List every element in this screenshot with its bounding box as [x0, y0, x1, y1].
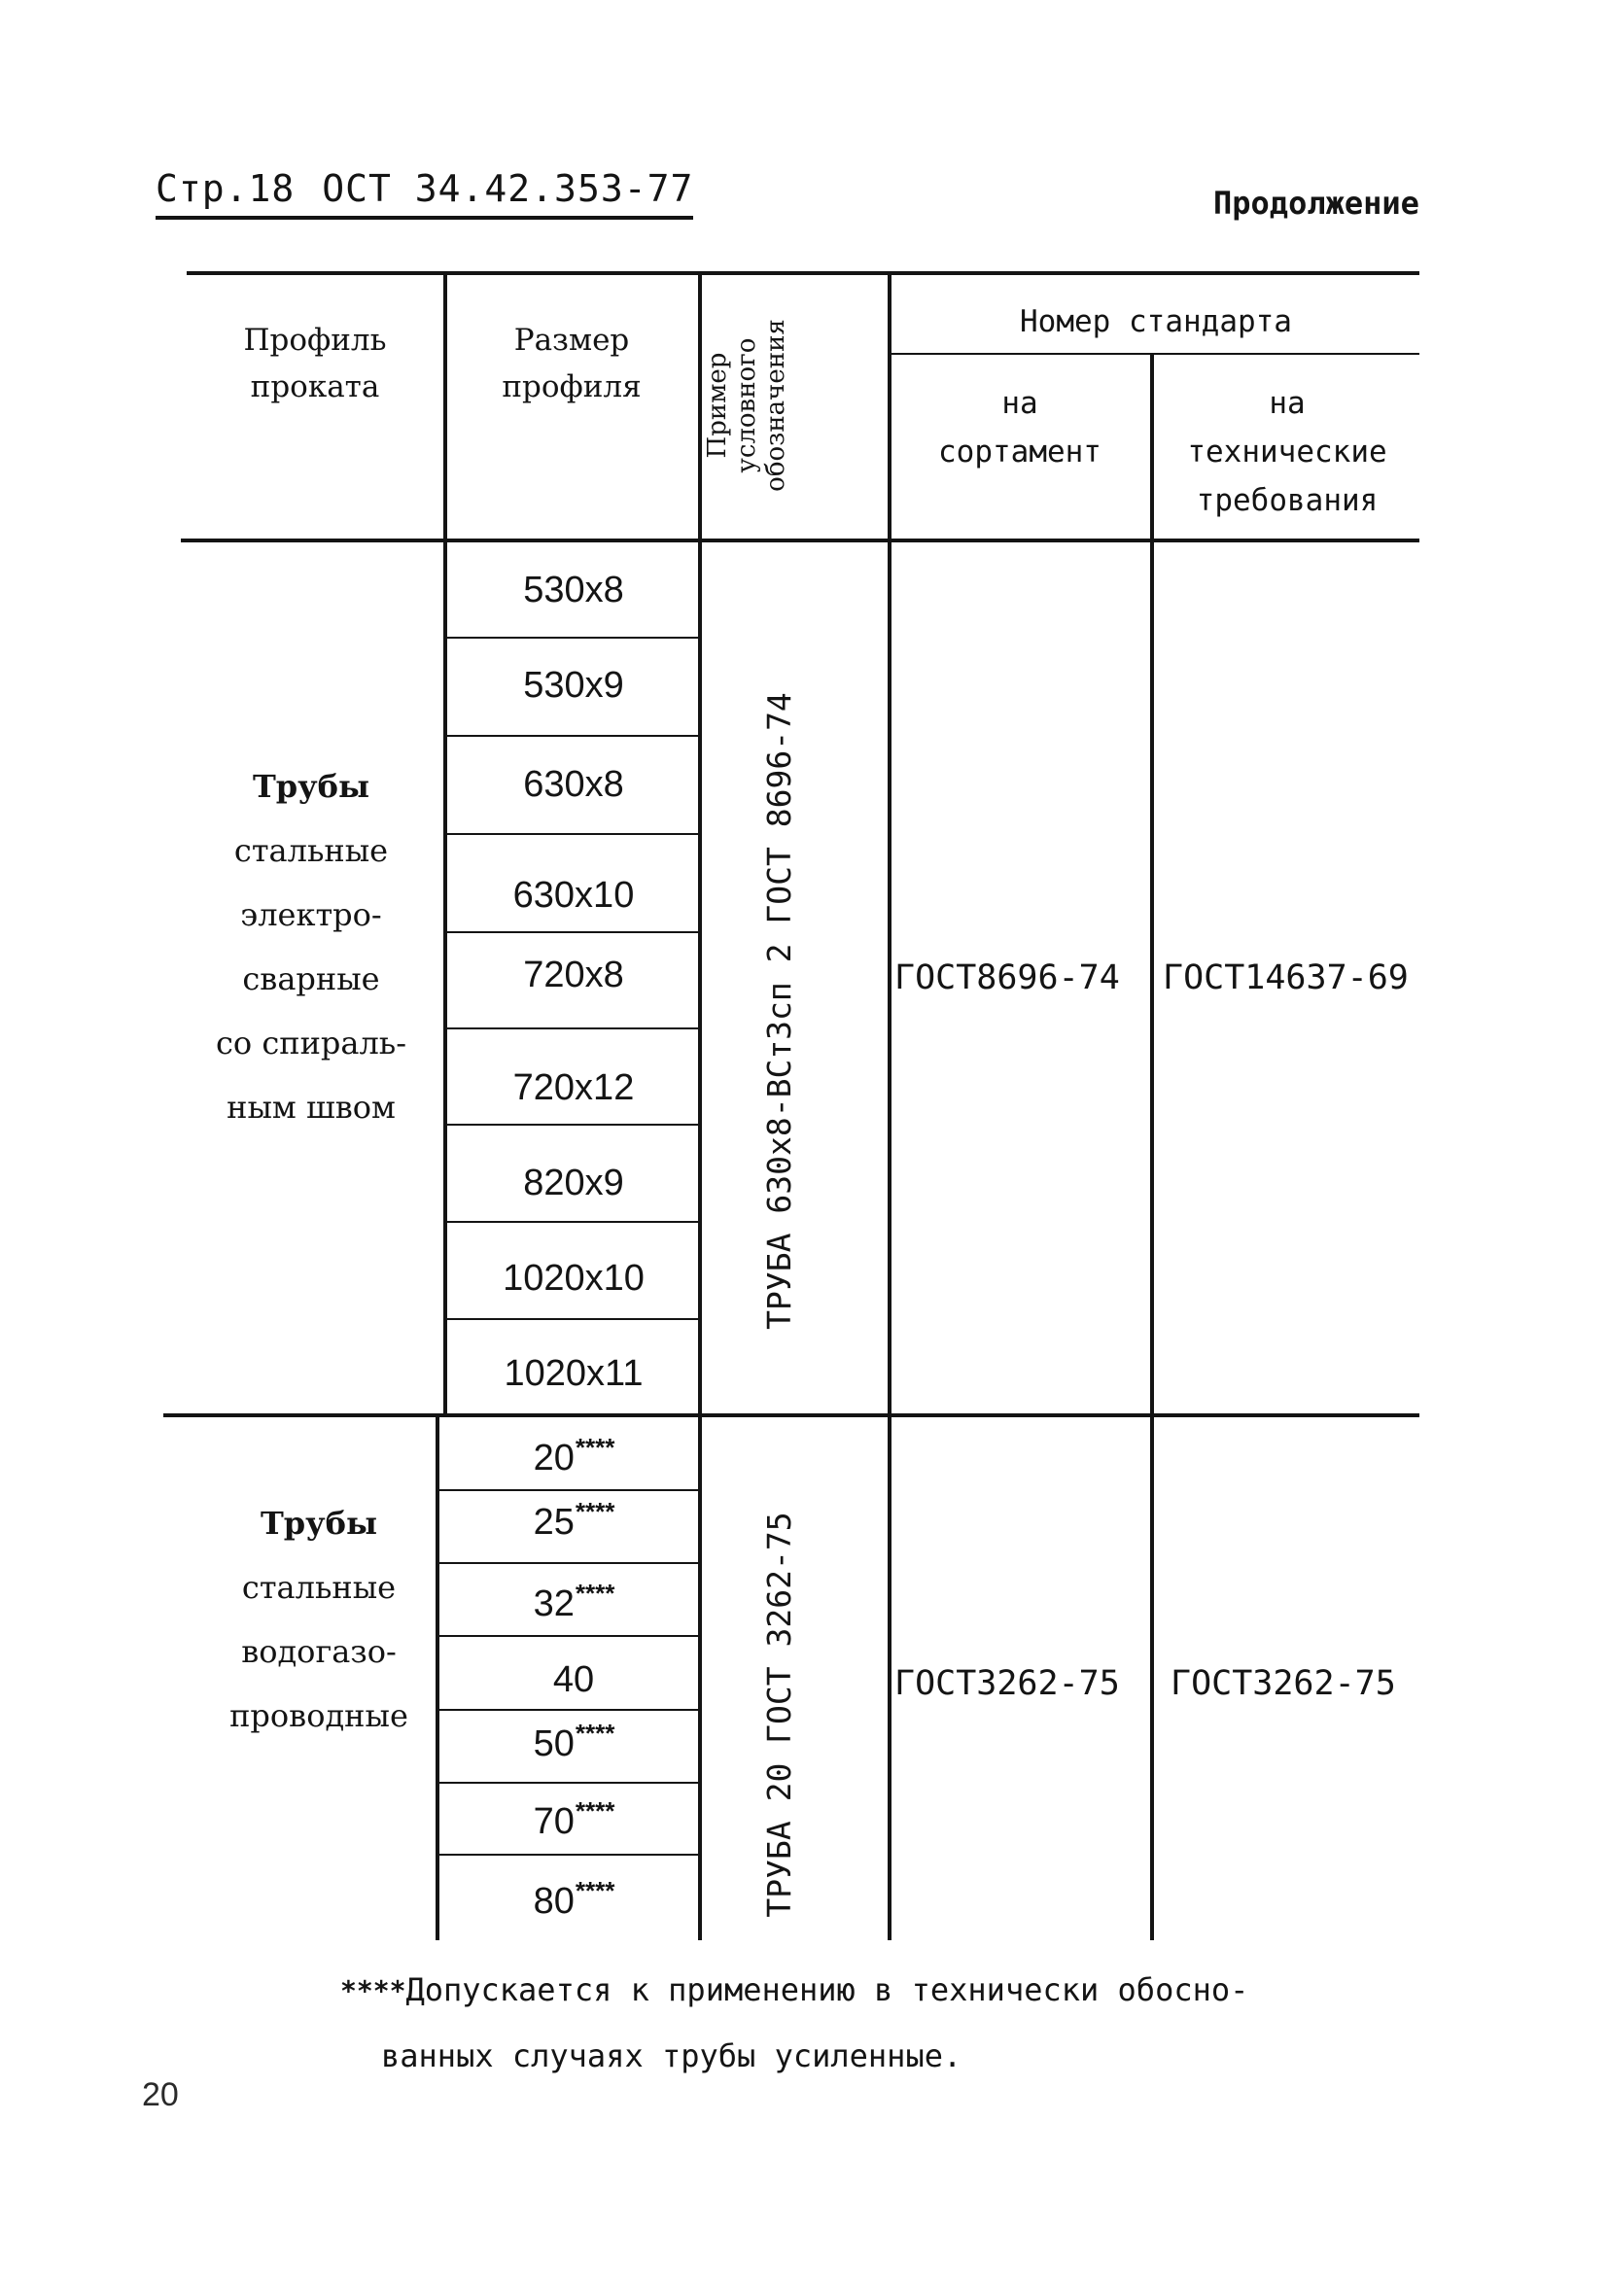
size-cell: 1020x11: [504, 1353, 644, 1394]
size-cell: 630x10: [512, 875, 635, 916]
column-header-standard-number: Номер стандарта: [1020, 304, 1292, 339]
group-name-spiral-welded: Трубы стальные электро- сварные со спираль- ным швом: [215, 768, 407, 1126]
size-cell: 50****: [533, 1719, 614, 1764]
continuation-label: Продолжение: [1213, 185, 1419, 222]
size-cell: 1020x10: [503, 1258, 645, 1299]
designation-example: ТРУБА 630x8-ВСт3сп 2 ГОСТ 8696-74: [760, 692, 798, 1330]
standard-code: ОСТ 34.42.353-77: [322, 167, 694, 210]
designation-example: ТРУБА 20 ГОСТ 3262-75: [760, 1512, 798, 1918]
size-cell: 630x8: [523, 764, 624, 805]
group-name-water-gas: Трубы стальные водогазо- проводные: [229, 1505, 408, 1734]
assortment-standard: ГОСТ8696-74: [894, 958, 1120, 997]
column-header-example: Пример условного обозначения: [703, 319, 790, 492]
size-cell: 720x12: [512, 1067, 635, 1108]
column-header-technical: на технические требования: [1187, 386, 1387, 518]
footnote-line-1: Допускается к применению в технически обосно-: [405, 1971, 1249, 2008]
column-header-profile: Профиль проката: [243, 323, 387, 404]
footnote: [340, 1958, 1449, 2088]
page-number: 20: [142, 2076, 179, 2113]
page-label: Стр.18: [156, 167, 296, 210]
footnote-line-2: ванных случаях трубы усиленные.: [381, 2037, 962, 2074]
technical-standard: ГОСТ14637-69: [1163, 958, 1409, 997]
size-cell: 25****: [533, 1497, 614, 1543]
size-cell: 820x9: [523, 1163, 624, 1203]
document-header: [156, 167, 693, 220]
technical-standard: ГОСТ3262-75: [1171, 1664, 1396, 1703]
size-cell: 40: [552, 1659, 595, 1700]
size-cell: 80****: [533, 1876, 614, 1922]
footnote-mark: ****: [340, 1975, 406, 2007]
size-cell: 530x9: [523, 665, 624, 706]
assortment-standard: ГОСТ3262-75: [894, 1664, 1120, 1703]
size-cell: 530x8: [523, 570, 624, 610]
size-cell: 32****: [533, 1579, 614, 1624]
size-cell: 20****: [533, 1433, 614, 1478]
size-cell: 70****: [533, 1796, 614, 1842]
column-header-assortment: на сортамент: [938, 386, 1101, 470]
size-cell: 720x8: [523, 955, 624, 995]
column-header-size: Размер профиля: [502, 323, 642, 404]
